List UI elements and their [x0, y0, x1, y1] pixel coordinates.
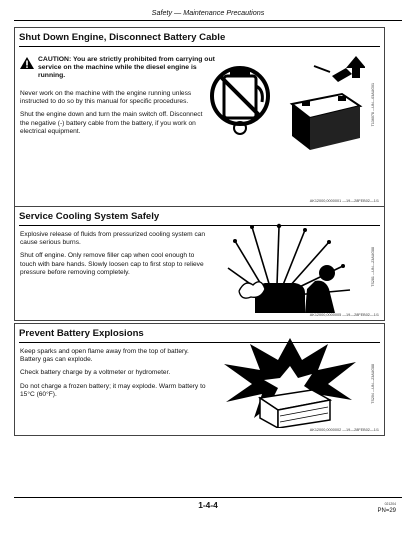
battery-icon — [292, 56, 365, 150]
footer-divider — [14, 497, 402, 498]
engine-battery-illustration — [210, 46, 365, 166]
no-engine-icon — [212, 68, 268, 134]
illustration-code: TS281 —UN—23AUG88 — [371, 247, 375, 287]
steam-burn-illustration — [225, 221, 355, 313]
reference-code: AK12000,0000005 —19—28FEB02—1/1 — [309, 313, 379, 317]
caution-text: CAUTION: You are strictly prohibited from carrying out service on the machine while the diesel engine is running. — [38, 56, 215, 79]
exploding-battery-icon — [260, 390, 330, 428]
page-number: 1-4-4 — [198, 500, 218, 510]
footer-code: 021204 — [384, 502, 396, 506]
battery-explosion-illustration — [220, 336, 360, 428]
paragraph: Do not charge a frozen battery; it may explode. Warm battery to 15°C (60°F). — [20, 382, 206, 398]
section-title: Service Cooling System Safely — [19, 211, 380, 226]
paragraph: Explosive release of fluids from pressurized cooling system can cause serious burns. — [20, 231, 206, 247]
section-body — [20, 90, 210, 141]
illustration-code: TS204 —UN—23AUG88 — [371, 364, 375, 404]
section-battery-explosions — [14, 323, 385, 436]
warning-triangle-icon — [20, 57, 34, 69]
reference-code: AK12000,0000001 —19—28FEB02—1/1 — [309, 199, 379, 203]
section-body — [20, 348, 210, 404]
section-title: Shut Down Engine, Disconnect Battery Cable — [19, 32, 380, 47]
illustration-code: T136078 —UN—03AUG01 — [371, 83, 375, 127]
page-header: Safety — Maintenance Precautions — [14, 6, 402, 21]
section-cooling-system — [14, 206, 385, 321]
footer-pn: PN=29 — [377, 508, 396, 514]
section-title: Prevent Battery Explosions — [19, 328, 380, 343]
paragraph: Check battery charge by a voltmeter or hydrometer. — [20, 369, 171, 377]
caution-block — [20, 56, 220, 86]
paragraph: Never work on the machine with the engine running unless instructed to do so by this manual for specific procedures. — [20, 90, 192, 106]
section-shut-down-engine — [14, 27, 385, 207]
reference-code: AK12000,0000002 —19—28FEB02—1/1 — [309, 428, 379, 432]
section-body — [20, 231, 210, 282]
paragraph: Keep sparks and open flame away from the top of battery. Battery gas can explode. — [20, 348, 189, 364]
paragraph: Shut off engine. Only remove filler cap when cool enough to touch with bare hands. Slowly loosen cap to first stop to relieve pressure before removing completely. — [20, 252, 204, 276]
paragraph: Shut the engine down and turn the main switch off. Disconnect the negative (-) battery cable from the battery, if you work on electrical equipment. — [20, 111, 203, 135]
